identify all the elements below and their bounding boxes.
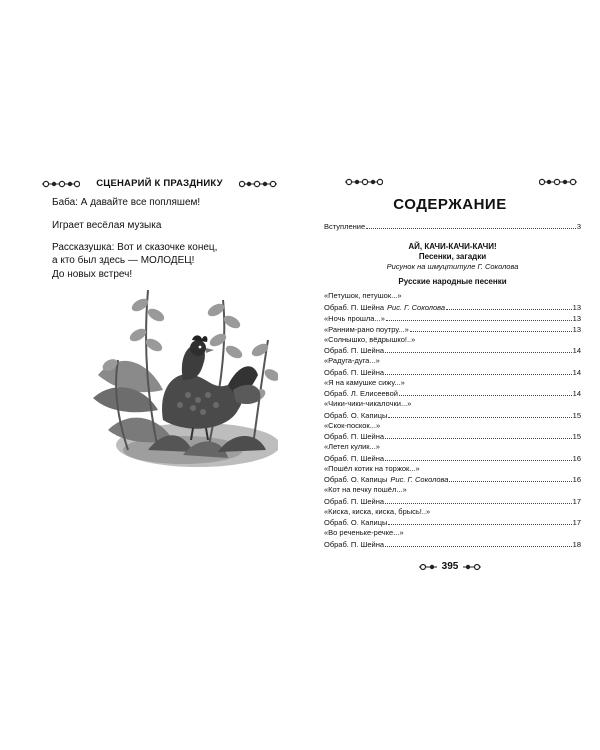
toc-row[interactable]	[324, 453, 581, 464]
leader-dots	[385, 351, 572, 353]
toc-song-title: «Солнышко, вёдрышко!..»	[324, 334, 416, 344]
toc-entry-title: Вступление	[324, 222, 366, 231]
toc-page-number: 15	[572, 432, 581, 441]
leader-dots	[399, 394, 572, 396]
toc-row[interactable]	[324, 367, 581, 378]
table-of-contents	[324, 221, 581, 550]
toc-row[interactable]	[324, 496, 581, 507]
toc-song-title-line	[324, 421, 581, 432]
toc-page-number: 14	[572, 389, 581, 398]
right-page	[300, 0, 600, 750]
leader-dots	[385, 459, 572, 461]
toc-song-title: «Летел кулик...»	[324, 442, 380, 451]
toc-credit: Обраб. П. Шейна	[324, 432, 385, 441]
toc-song-title: «Кот на печку пошёл...»	[324, 485, 407, 494]
toc-credit: Обраб. Л. Елисеевой	[324, 389, 398, 398]
running-head-title: СЦЕНАРИЙ К ПРАЗДНИКУ	[96, 178, 223, 189]
dialogue-line: Баба: А давайте все попляшем!	[52, 197, 201, 208]
bead-ornament-icon	[345, 178, 383, 186]
leader-dots	[388, 523, 571, 525]
section-title: АЙ, КАЧИ-КАЧИ-КАЧИ!	[408, 242, 497, 251]
leader-dots	[386, 319, 572, 321]
toc-row[interactable]	[324, 302, 581, 313]
toc-song-title-line	[324, 528, 581, 539]
toc-row[interactable]	[324, 517, 581, 528]
toc-page-number: 16	[572, 475, 581, 484]
toc-song-title-line	[324, 399, 581, 410]
toc-row[interactable]	[324, 410, 581, 421]
toc-row[interactable]	[324, 345, 581, 356]
toc-credit: Обраб. П. Шейна	[324, 302, 385, 312]
toc-song-title-line	[324, 464, 581, 475]
toc-song-title: «Ранним-рано поутру...»	[324, 324, 409, 334]
toc-song-title-line	[324, 335, 581, 346]
toc-credit: Обраб. П. Шейна	[324, 453, 385, 463]
toc-row[interactable]	[324, 539, 581, 550]
leader-dots	[385, 373, 572, 375]
toc-credit: Обраб. П. Шейна	[324, 367, 385, 377]
toc-credit: Обраб. О. Капицы	[324, 410, 388, 420]
toc-row[interactable]	[324, 474, 581, 485]
toc-song-title: «Чики-чики-чикалочки...»	[324, 399, 412, 408]
narrator-line-2: а кто был здесь — МОЛОДЕЦ!	[52, 255, 195, 266]
toc-row[interactable]	[324, 388, 581, 399]
toc-page-number: 3	[576, 222, 581, 231]
toc-song-title: «Пошёл котик на торжок...»	[324, 463, 420, 473]
leader-dots	[388, 416, 571, 418]
left-running-head	[42, 178, 277, 189]
bead-ornament-icon	[539, 178, 577, 186]
toc-illustrator: Рис. Г. Соколова	[390, 475, 449, 484]
toc-page-number: 17	[572, 518, 581, 527]
toc-entries	[324, 291, 581, 550]
contents-title: СОДЕРЖАНИЕ	[393, 196, 507, 213]
toc-page-number: 13	[572, 302, 581, 312]
toc-song-title: «Во реченьке-речке...»	[324, 528, 404, 537]
toc-song-title-line	[324, 356, 581, 367]
section-subtitle: Песенки, загадки	[418, 252, 487, 261]
subsection-title: Русские народные песенки	[398, 277, 507, 286]
toc-song-title: «Ночь прошла...»	[324, 313, 385, 323]
toc-intro-row[interactable]	[324, 221, 581, 232]
leader-dots	[385, 437, 572, 439]
bead-ornament-icon	[42, 180, 80, 188]
toc-song-title-line	[324, 291, 581, 302]
bead-ornament-icon	[419, 563, 437, 571]
toc-page-number: 14	[572, 367, 581, 377]
narrator-line-3: До новых встреч!	[52, 269, 133, 280]
leader-dots	[410, 330, 572, 332]
toc-song-title-line	[324, 507, 581, 518]
leader-dots	[366, 227, 576, 229]
stage-direction: Играет весёлая музыка	[52, 220, 162, 231]
right-running-head	[345, 178, 577, 186]
toc-page-number: 15	[572, 410, 581, 420]
leader-dots	[385, 545, 572, 547]
hen-in-bushes-illustration	[88, 280, 278, 475]
toc-song-title: «Скок-поскок...»	[324, 420, 381, 430]
page-number-value: 395	[441, 561, 459, 572]
toc-credit: Обраб. П. Шейна	[324, 346, 385, 355]
toc-credit: Обраб. П. Шейна	[324, 496, 385, 506]
toc-page-number: 14	[572, 346, 581, 355]
toc-song-title: «Киска, киска, киска, брысь!..»	[324, 506, 431, 516]
toc-row[interactable]	[324, 431, 581, 442]
toc-illustrator: Рис. Г. Соколова	[387, 302, 446, 312]
toc-page-number: 13	[572, 313, 581, 323]
toc-credit: Обраб. О. Капицы	[324, 518, 388, 527]
toc-song-title-line	[324, 378, 581, 389]
toc-credit: Обраб. П. Шейна	[324, 539, 385, 549]
toc-page-number: 16	[572, 453, 581, 463]
bead-ornament-icon	[463, 563, 481, 571]
toc-page-number: 17	[572, 496, 581, 506]
toc-song-title-line	[324, 442, 581, 453]
toc-song-title-line	[324, 485, 581, 496]
leader-dots	[449, 480, 571, 482]
section-illustration-note: Рисунок на шмуцтитуле Г. Соколова	[386, 262, 519, 271]
toc-row[interactable]	[324, 313, 581, 324]
toc-song-title: «Радуга-дуга...»	[324, 356, 380, 365]
toc-page-number: 13	[572, 324, 581, 334]
bead-ornament-icon	[239, 180, 277, 188]
toc-page-number: 18	[572, 539, 581, 549]
toc-row[interactable]	[324, 324, 581, 335]
toc-credit: Обраб. О. Капицы	[324, 475, 388, 484]
page-number	[300, 561, 600, 572]
leader-dots	[446, 308, 572, 310]
leader-dots	[385, 502, 572, 504]
toc-song-title: «Я на камушке сижу...»	[324, 377, 405, 387]
toc-song-title: «Петушок, петушок...»	[324, 291, 402, 300]
narrator-line-1: Рассказушка: Вот и сказочке конец,	[52, 242, 218, 253]
